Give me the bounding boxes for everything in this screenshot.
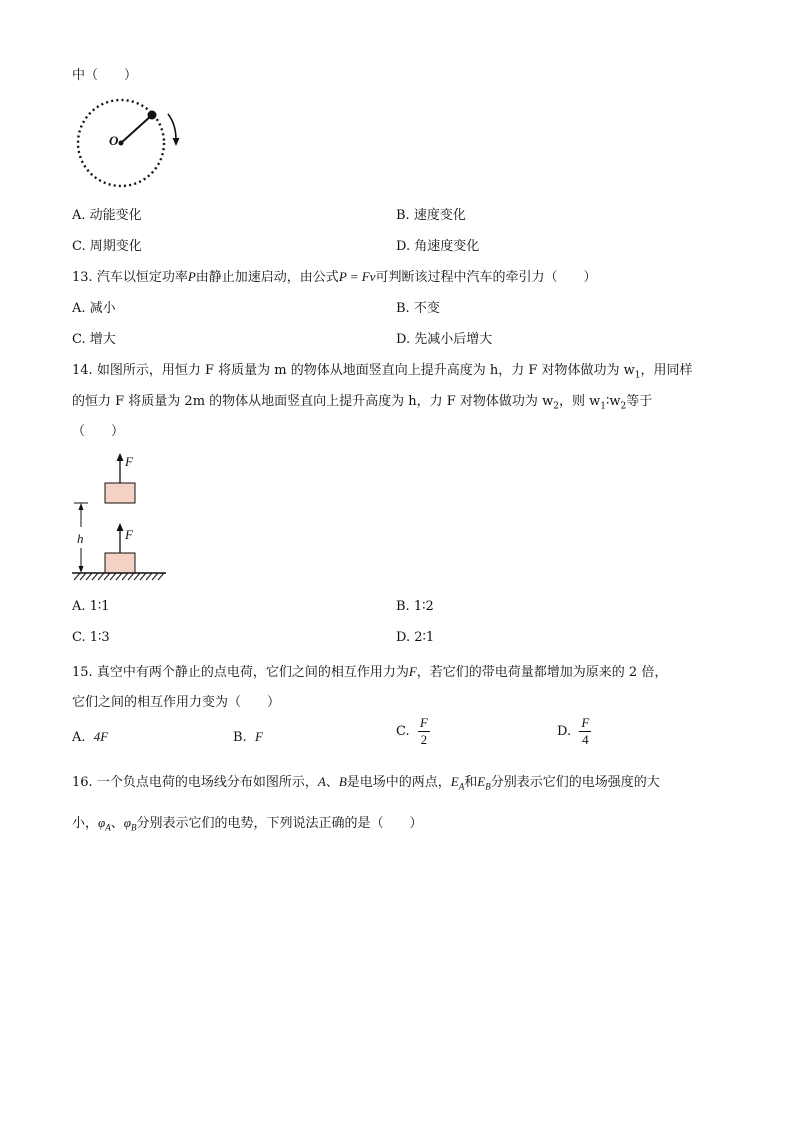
q16-text-1c: 分别表示它们的电场强度的大 xyxy=(490,775,660,790)
rotation-arrow xyxy=(168,114,176,140)
center-label: O xyxy=(109,133,119,148)
q16-text-1b: 是电场中的两点， xyxy=(346,775,451,790)
q16-potential-b-sub: B xyxy=(130,822,137,833)
q12-option-a[interactable]: A. 动能变化 xyxy=(72,208,142,223)
q16-potential-a-sub: A xyxy=(105,822,111,833)
q13-formula: P = Fv xyxy=(338,269,376,284)
question-16-stem-line1 xyxy=(72,771,660,792)
q15-option-c-denominator: 2 xyxy=(420,732,428,747)
q14-ratio-sub-1: 1 xyxy=(600,401,606,412)
q16-and: 和 xyxy=(464,775,478,790)
height-arrow-down-head xyxy=(79,566,84,573)
q12-option-d[interactable]: D. 角速度变化 xyxy=(396,239,480,254)
question-12-stem-tail: 中（ ） xyxy=(72,68,138,83)
q15-text-1b: ，若它们的带电荷量都增加为原来的 2 倍， xyxy=(416,665,668,680)
q13-text-1: 汽车以恒定功率 xyxy=(96,270,188,285)
q16-potential-a: φ xyxy=(98,815,106,830)
question-14-stem-line2 xyxy=(72,390,652,412)
question-15-stem-line1 xyxy=(72,661,667,680)
q15-text-1a: 真空中有两个静止的点电荷，它们之间的相互作用力为 xyxy=(96,665,409,680)
q16-field-b-sub: B xyxy=(485,781,491,792)
q13-text-3: 可判断该过程中汽车的牵引力（ ） xyxy=(375,270,597,285)
q16-separator-2: 、 xyxy=(110,816,124,831)
q13-option-b[interactable]: B. 不变 xyxy=(396,301,440,316)
q16-text-2a: 小， xyxy=(72,816,99,831)
question-14-stem-line1 xyxy=(72,359,693,381)
question-14-blank: （ ） xyxy=(72,424,125,439)
q14-option-b[interactable]: B. 1∶2 xyxy=(396,599,434,614)
q15-option-d-label: D. xyxy=(557,724,572,739)
q14-option-c[interactable]: C. 1∶3 xyxy=(72,630,110,645)
q15-option-d-numerator: F xyxy=(581,715,590,730)
q13-option-a[interactable]: A. 减小 xyxy=(72,301,116,316)
q16-text-1a: 一个负点电荷的电场线分布如图所示， xyxy=(96,775,318,790)
question-16-number: 16. xyxy=(72,775,93,790)
q14-text-1-end: ，用同样 xyxy=(640,363,693,378)
q14-ratio-sub-2: 2 xyxy=(620,401,627,412)
lower-force-label: F xyxy=(125,527,133,542)
q16-text-2b: 分别表示它们的电势，下列说法正确的是（ ） xyxy=(136,816,423,831)
upper-box xyxy=(105,483,135,503)
q13-power-symbol: P xyxy=(187,269,196,284)
q15-option-c-fraction xyxy=(418,716,430,747)
lifting-force-figure xyxy=(70,452,170,584)
q16-field-a: E xyxy=(450,774,459,789)
q16-point-b: B xyxy=(338,774,347,789)
q14-text-2-end: 等于 xyxy=(626,394,653,409)
rod-line xyxy=(121,115,152,143)
ground-hatching xyxy=(74,573,164,580)
q14-ratio-colon: ∶w xyxy=(605,394,621,409)
q13-option-c[interactable]: C. 增大 xyxy=(72,332,116,347)
q14-option-a[interactable]: A. 1∶1 xyxy=(72,599,110,614)
q14-text-2: 的恒力 F 将质量为 2m 的物体从地面竖直向上提升高度为 h，力 F 对物体做功为 w xyxy=(72,394,554,409)
q15-option-b-label: B. xyxy=(233,730,247,745)
q15-option-d[interactable] xyxy=(557,716,591,747)
q15-option-c-label: C. xyxy=(396,724,410,739)
arrow-head xyxy=(173,138,180,146)
upper-force-label: F xyxy=(125,454,133,469)
q15-option-a-value: 4F xyxy=(93,729,109,744)
question-14-number: 14. xyxy=(72,363,93,378)
q14-text-2-mid: ，则 w xyxy=(558,394,601,409)
q15-option-a[interactable] xyxy=(72,729,108,745)
q12-option-b[interactable]: B. 速度变化 xyxy=(396,208,466,223)
question-13-stem xyxy=(72,266,597,285)
q14-sub-2: 2 xyxy=(553,401,559,412)
q15-option-b[interactable] xyxy=(233,729,263,745)
q16-potential-b: φ xyxy=(123,815,131,830)
height-arrow-up-head xyxy=(79,503,84,510)
q13-text-2: 由静止加速启动，由公式 xyxy=(195,270,339,285)
q16-field-b: E xyxy=(477,774,486,789)
q15-option-c[interactable] xyxy=(396,716,430,747)
q14-option-d[interactable]: D. 2∶1 xyxy=(396,630,435,645)
height-label: h xyxy=(77,531,84,546)
question-16-stem-line2 xyxy=(72,812,422,833)
q15-option-d-fraction xyxy=(579,716,591,747)
q14-sub-1: 1 xyxy=(634,370,641,381)
question-13-number: 13. xyxy=(72,270,93,285)
q15-option-b-value: F xyxy=(254,729,263,744)
ball xyxy=(148,111,157,120)
pivot-dot xyxy=(119,141,124,146)
lower-box xyxy=(105,553,135,573)
q16-field-a-sub: A xyxy=(458,781,465,792)
q16-separator: 、 xyxy=(325,775,339,790)
q15-force-symbol: F xyxy=(408,664,417,679)
q16-point-a: A xyxy=(317,774,326,789)
q15-option-a-label: A. xyxy=(72,730,86,745)
question-15-number: 15. xyxy=(72,665,93,680)
q15-option-d-denominator: 4 xyxy=(582,732,589,747)
q13-option-d[interactable]: D. 先减小后增大 xyxy=(396,332,493,347)
q14-text-1: 如图所示，用恒力 F 将质量为 m 的物体从地面竖直向上提升高度为 h，力 F 对物体做功为 w xyxy=(96,363,635,378)
q12-option-c[interactable]: C. 周期变化 xyxy=(72,239,142,254)
q15-option-c-numerator: F xyxy=(419,715,428,730)
circular-motion-figure xyxy=(72,100,192,190)
question-15-stem-line2: 它们之间的相互作用力变为（ ） xyxy=(72,695,281,710)
upper-force-arrow-head xyxy=(117,453,124,461)
lower-force-arrow-head xyxy=(117,523,124,531)
